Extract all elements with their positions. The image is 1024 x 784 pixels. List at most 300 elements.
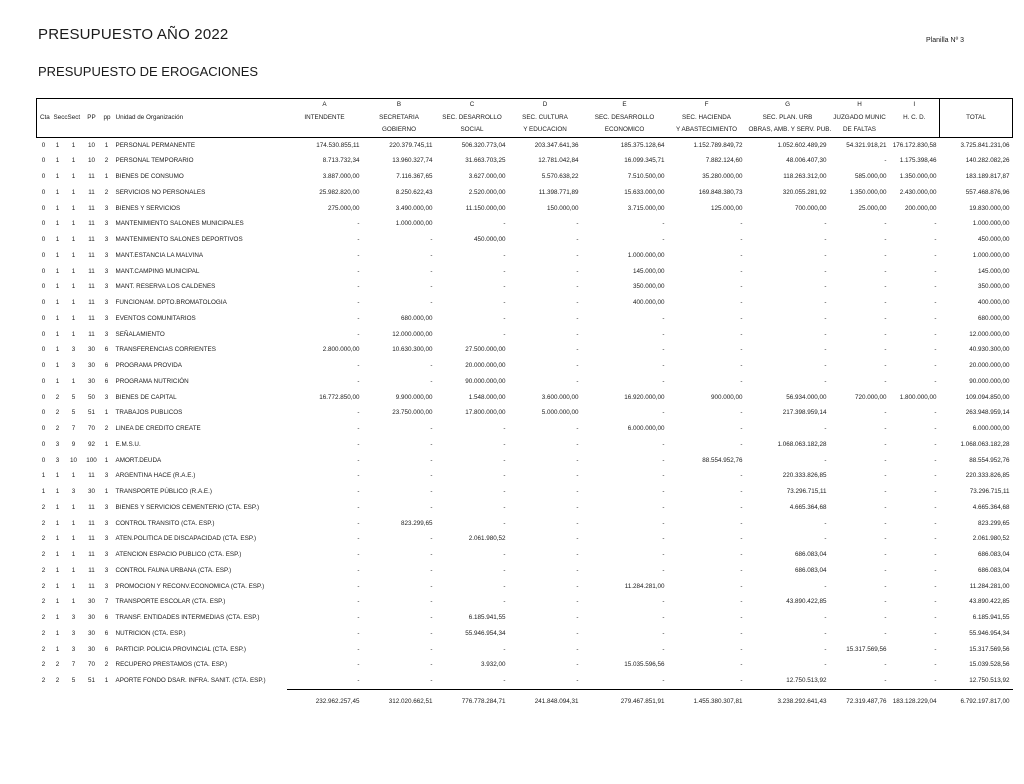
- row-code-secc: 1: [55, 188, 60, 196]
- row-org-unit: E.M.S.U.: [115, 440, 141, 448]
- row-code-cta: 2: [41, 629, 46, 637]
- row-value-cell: -: [884, 488, 887, 495]
- row-value-cell: -: [934, 251, 937, 259]
- row-code-pp-lower: 3: [104, 582, 109, 590]
- row-code-sect: 1: [71, 283, 76, 291]
- row-code-cta: 0: [41, 188, 46, 196]
- col-name-d: SEC. CULTURA: [522, 113, 568, 121]
- grand-total: 6.792.197.817,00: [940, 689, 1013, 709]
- row-value-cell: -: [357, 614, 360, 621]
- row-value-cell: -: [357, 377, 360, 385]
- row-value-cell: 185.375.128,64: [620, 141, 665, 149]
- row-code-pp-upper: 11: [88, 251, 95, 259]
- row-value-cell: -: [824, 251, 827, 259]
- column-total: 776.778.284,71: [436, 689, 509, 709]
- totals-spacer: [51, 689, 65, 709]
- row-value-cell: -: [357, 425, 360, 432]
- row-value-cell: -: [357, 440, 360, 448]
- row-value-cell: -: [884, 283, 887, 291]
- row-value-cell: -: [740, 346, 743, 354]
- row-value-cell: -: [662, 377, 665, 385]
- row-value-cell: -: [824, 661, 827, 669]
- table-row: [37, 358, 1013, 374]
- row-value-cell: -: [662, 472, 665, 480]
- row-code-secc: 1: [55, 598, 60, 606]
- budget-table: [36, 98, 1013, 710]
- row-value-cell: -: [576, 677, 579, 684]
- row-value-cell: -: [503, 425, 506, 432]
- row-code-pp-lower: 3: [104, 267, 109, 275]
- row-code-pp-upper: 30: [87, 645, 95, 653]
- row-total-cell: 263.948.959,14: [965, 409, 1010, 417]
- row-value-cell: -: [576, 456, 579, 464]
- row-org-unit: PERSONAL PERMANENTE: [115, 141, 196, 149]
- row-value-cell: 900.000,00: [711, 393, 743, 401]
- row-code-sect: 1: [71, 472, 76, 480]
- row-org-unit: RECUPERO PRESTAMOS (CTA. ESP.): [115, 661, 228, 669]
- row-value-cell: -: [884, 346, 887, 354]
- row-value-cell: -: [357, 566, 360, 574]
- row-total-cell: 73.296.715,11: [969, 488, 1010, 495]
- col-subname-b: GOBIERNO: [363, 124, 436, 137]
- row-code-sect: 10: [69, 456, 77, 464]
- row-code-pp-upper: 30: [87, 598, 95, 606]
- column-total: 183.128.229,04: [890, 689, 940, 709]
- col-subname-g: OBRAS, AMB. Y SERV. PUB.: [746, 124, 830, 137]
- row-value-cell: 10.630.300,00: [392, 346, 433, 354]
- row-code-cta: 0: [41, 299, 46, 306]
- row-code-sect: 1: [71, 157, 76, 165]
- row-org-unit: PERSONAL TEMPORARIO: [115, 157, 194, 165]
- row-org-unit: TRANSFERENCIAS CORRIENTES: [115, 346, 216, 354]
- row-value-cell: -: [357, 220, 360, 228]
- row-value-cell: -: [576, 440, 579, 448]
- row-value-cell: -: [662, 519, 665, 527]
- row-value-cell: -: [430, 566, 433, 574]
- row-value-cell: -: [662, 456, 665, 464]
- col-name-h: JUZGADO MUNIC: [833, 113, 886, 121]
- row-code-pp-upper: 11: [88, 566, 95, 574]
- row-value-cell: -: [884, 236, 887, 243]
- row-value-cell: -: [503, 299, 506, 306]
- row-value-cell: -: [430, 598, 433, 606]
- row-code-pp-upper: 11: [88, 188, 95, 196]
- header-row-names: [37, 112, 1013, 125]
- row-code-secc: 1: [55, 299, 60, 306]
- row-org-unit: TRANSPORTE ESCOLAR (CTA. ESP.): [115, 598, 226, 606]
- row-value-cell: -: [824, 236, 827, 243]
- row-total-cell: 90.000.000,00: [969, 377, 1010, 385]
- row-value-cell: 350.000,00: [633, 283, 665, 291]
- row-value-cell: -: [576, 488, 579, 495]
- row-value-cell: -: [576, 314, 579, 322]
- row-value-cell: 11.398.771,89: [538, 188, 579, 196]
- row-value-cell: 125.000,00: [711, 204, 743, 212]
- table-row: [37, 484, 1013, 500]
- table-row: [37, 216, 1013, 232]
- row-value-cell: -: [662, 598, 665, 606]
- row-value-cell: -: [934, 267, 937, 275]
- row-code-pp-upper: 11: [88, 236, 95, 243]
- row-value-cell: -: [576, 535, 579, 543]
- col-letter-a: A: [287, 99, 363, 112]
- row-value-cell: 118.263.312,00: [783, 173, 827, 180]
- row-value-cell: -: [884, 456, 887, 464]
- row-value-cell: 823.299,65: [401, 519, 433, 527]
- row-value-cell: -: [576, 629, 579, 637]
- row-code-secc: 1: [55, 251, 60, 259]
- row-code-cta: 0: [41, 267, 46, 275]
- table-row: [37, 626, 1013, 642]
- row-value-cell: -: [740, 566, 743, 574]
- row-code-secc: 3: [55, 456, 60, 464]
- header-pp-lower: pp: [103, 113, 111, 121]
- row-code-pp-upper: 11: [88, 173, 95, 180]
- row-value-cell: 320.055.281,92: [782, 188, 827, 196]
- row-value-cell: -: [576, 362, 579, 369]
- row-value-cell: 3.715.000,00: [627, 204, 665, 212]
- table-row: [37, 137, 1013, 153]
- row-value-cell: -: [662, 629, 665, 637]
- row-value-cell: -: [740, 236, 743, 243]
- row-code-pp-upper: 11: [88, 582, 95, 590]
- row-value-cell: -: [934, 236, 937, 243]
- row-total-cell: 140.282.082,26: [965, 157, 1010, 165]
- row-code-pp-lower: 3: [104, 472, 109, 480]
- row-value-cell: 506.320.773,04: [461, 141, 506, 149]
- row-value-cell: -: [884, 566, 887, 574]
- row-code-sect: 1: [71, 220, 76, 228]
- totals-spacer: [101, 689, 113, 709]
- table-row: [37, 405, 1013, 421]
- row-org-unit: CONTROL FAUNA URBANA (CTA. ESP.): [115, 566, 232, 574]
- row-code-pp-upper: 11: [88, 472, 95, 480]
- row-value-cell: -: [662, 346, 665, 354]
- col-subname-h: DE FALTAS: [830, 124, 890, 137]
- row-code-secc: 1: [55, 535, 60, 543]
- row-value-cell: -: [430, 629, 433, 637]
- row-value-cell: 700.000,00: [795, 204, 827, 212]
- row-value-cell: -: [662, 645, 665, 653]
- row-code-cta: 0: [41, 377, 46, 385]
- row-total-cell: 686.083,04: [978, 551, 1010, 558]
- header-pp-upper: PP: [87, 113, 96, 121]
- row-value-cell: -: [576, 330, 579, 338]
- row-value-cell: -: [884, 472, 887, 480]
- row-value-cell: -: [934, 362, 937, 369]
- row-value-cell: -: [576, 503, 579, 511]
- row-value-cell: 3.490.000,00: [395, 204, 433, 212]
- row-value-cell: -: [357, 551, 360, 558]
- row-value-cell: 1.548.000,00: [468, 393, 506, 401]
- row-value-cell: 56.934.000,00: [786, 393, 827, 401]
- row-value-cell: -: [662, 220, 665, 228]
- row-code-pp-upper: 30: [87, 362, 95, 369]
- column-total: 1.455.380.307,81: [668, 689, 746, 709]
- row-code-secc: 1: [55, 582, 60, 590]
- col-name-g: SEC. PLAN. URB: [762, 113, 813, 121]
- row-code-pp-lower: 3: [104, 299, 109, 306]
- row-value-cell: -: [740, 582, 743, 590]
- row-value-cell: -: [934, 472, 937, 480]
- row-value-cell: -: [503, 456, 506, 464]
- table-row: [37, 279, 1013, 295]
- row-value-cell: 12.750.513,92: [786, 677, 827, 684]
- row-value-cell: 23.750.000,00: [392, 409, 433, 417]
- row-value-cell: -: [430, 377, 433, 385]
- row-value-cell: -: [503, 251, 506, 259]
- row-value-cell: -: [740, 598, 743, 606]
- row-value-cell: -: [430, 645, 433, 653]
- row-value-cell: -: [576, 283, 579, 291]
- row-value-cell: -: [430, 503, 433, 511]
- row-code-pp-upper: 11: [88, 267, 95, 275]
- row-value-cell: -: [503, 488, 506, 495]
- row-value-cell: -: [662, 488, 665, 495]
- col-letter-h: H: [830, 99, 890, 112]
- row-code-secc: 2: [55, 661, 60, 669]
- table-row: [37, 547, 1013, 563]
- row-value-cell: -: [884, 299, 887, 306]
- row-code-sect: 3: [71, 362, 76, 369]
- row-code-pp-lower: 3: [104, 220, 109, 228]
- row-code-cta: 2: [41, 677, 46, 685]
- row-value-cell: -: [934, 629, 937, 637]
- row-org-unit: PARTICIP. POLICIA PROVINCIAL (CTA. ESP.): [115, 645, 246, 653]
- row-value-cell: -: [357, 582, 360, 590]
- row-total-cell: 557.468.876,96: [965, 188, 1010, 196]
- row-value-cell: 200.000,00: [905, 204, 937, 212]
- row-org-unit: SERVICIOS NO PERSONALES: [115, 188, 206, 196]
- row-code-cta: 0: [41, 220, 46, 228]
- row-value-cell: -: [430, 456, 433, 464]
- row-org-unit: PROGRAMA NUTRICIÓN: [115, 377, 189, 385]
- col-name-total: TOTAL: [940, 112, 1013, 125]
- row-code-pp-upper: 11: [88, 283, 95, 291]
- row-code-sect: 1: [71, 251, 76, 259]
- row-value-cell: -: [662, 440, 665, 448]
- row-value-cell: -: [824, 346, 827, 354]
- row-value-cell: -: [576, 251, 579, 259]
- row-code-pp-upper: 10: [87, 141, 95, 149]
- header-sect: Sect: [67, 113, 81, 121]
- row-code-secc: 1: [55, 236, 60, 243]
- row-value-cell: -: [884, 535, 887, 543]
- row-total-cell: 400.000,00: [978, 299, 1010, 306]
- row-code-cta: 0: [41, 283, 46, 291]
- row-value-cell: -: [357, 488, 360, 495]
- row-value-cell: -: [430, 551, 433, 558]
- row-value-cell: -: [884, 251, 887, 259]
- col-subname-i: [890, 124, 940, 137]
- row-value-cell: -: [357, 472, 360, 480]
- row-value-cell: -: [740, 220, 743, 228]
- row-value-cell: 176.172.830,58: [892, 141, 937, 149]
- row-value-cell: -: [934, 582, 937, 590]
- row-value-cell: -: [576, 566, 579, 574]
- row-value-cell: 15.035.596,56: [624, 661, 665, 669]
- table-row: [37, 185, 1013, 201]
- row-code-cta: 0: [41, 346, 46, 354]
- row-code-pp-upper: 70: [87, 425, 95, 432]
- table-row: [37, 531, 1013, 547]
- row-value-cell: -: [662, 566, 665, 574]
- row-value-cell: -: [884, 598, 887, 606]
- totals-spacer: [65, 689, 83, 709]
- row-code-secc: 1: [55, 551, 60, 558]
- row-value-cell: -: [576, 614, 579, 621]
- row-value-cell: -: [824, 299, 827, 306]
- row-code-sect: 1: [71, 236, 76, 243]
- row-code-pp-upper: 51: [87, 677, 95, 685]
- row-code-sect: 1: [71, 582, 76, 590]
- row-code-cta: 0: [41, 173, 46, 180]
- row-value-cell: -: [662, 362, 665, 369]
- table-row: [37, 295, 1013, 311]
- table-row: [37, 500, 1013, 516]
- row-code-secc: 3: [55, 440, 60, 448]
- table-row: [37, 311, 1013, 327]
- row-code-pp-upper: 51: [87, 409, 95, 417]
- row-code-sect: 1: [71, 503, 76, 511]
- row-code-pp-upper: 50: [87, 393, 95, 401]
- row-code-cta: 2: [41, 661, 46, 669]
- row-value-cell: -: [934, 677, 937, 684]
- table-row: [37, 657, 1013, 673]
- row-value-cell: -: [503, 566, 506, 574]
- row-code-pp-upper: 10: [87, 157, 95, 165]
- row-value-cell: -: [503, 283, 506, 291]
- row-code-sect: 3: [71, 629, 76, 637]
- row-code-cta: 0: [41, 251, 46, 259]
- col-name-b: SECRETARIA: [379, 113, 419, 121]
- row-code-secc: 2: [55, 409, 60, 417]
- row-value-cell: -: [740, 409, 743, 417]
- row-value-cell: 1.000.000,00: [395, 220, 433, 228]
- row-value-cell: 585.000,00: [855, 173, 887, 180]
- table-row: [37, 169, 1013, 185]
- row-total-cell: 43.890.422,85: [969, 598, 1010, 606]
- row-code-cta: 2: [41, 519, 46, 527]
- row-value-cell: -: [503, 440, 506, 448]
- row-value-cell: 217.398.959,14: [782, 409, 827, 417]
- row-value-cell: 203.347.641,36: [534, 141, 579, 149]
- row-value-cell: -: [503, 598, 506, 606]
- row-value-cell: -: [576, 661, 579, 669]
- row-value-cell: 680.000,00: [401, 314, 433, 322]
- row-value-cell: -: [430, 299, 433, 306]
- table-row: [37, 453, 1013, 469]
- row-value-cell: 55.946.954,34: [465, 629, 506, 637]
- table-row: [37, 594, 1013, 610]
- row-value-cell: -: [824, 535, 827, 543]
- row-value-cell: -: [430, 251, 433, 259]
- row-value-cell: 3.887.000,00: [322, 173, 360, 180]
- row-code-sect: 1: [71, 173, 76, 180]
- row-value-cell: 90.000.000,00: [465, 377, 506, 385]
- column-total: 72.319.487,76: [830, 689, 890, 709]
- table-row: [37, 264, 1013, 280]
- row-value-cell: -: [357, 251, 360, 259]
- row-org-unit: TRABAJOS PUBLICOS: [115, 409, 183, 417]
- page-subtitle: PRESUPUESTO DE EROGACIONES: [38, 64, 259, 79]
- row-value-cell: -: [503, 267, 506, 275]
- row-value-cell: 1.152.789.849,72: [693, 141, 743, 149]
- row-value-cell: -: [357, 645, 360, 653]
- row-code-sect: 5: [71, 677, 76, 685]
- row-value-cell: 16.772.850,00: [319, 393, 360, 401]
- col-name-i: H. C. D.: [903, 113, 926, 121]
- row-value-cell: 686.083,04: [795, 551, 827, 558]
- row-code-sect: 7: [71, 661, 76, 669]
- row-code-cta: 2: [41, 566, 46, 574]
- row-value-cell: -: [824, 362, 827, 369]
- row-total-cell: 823.299,65: [978, 519, 1010, 527]
- row-value-cell: -: [576, 519, 579, 527]
- row-value-cell: -: [740, 267, 743, 275]
- row-code-cta: 0: [41, 425, 46, 432]
- row-value-cell: -: [740, 645, 743, 653]
- row-value-cell: -: [576, 267, 579, 275]
- row-value-cell: -: [934, 377, 937, 385]
- row-code-cta: 0: [41, 409, 46, 417]
- row-code-pp-lower: 3: [104, 393, 109, 401]
- row-value-cell: -: [430, 472, 433, 480]
- row-value-cell: -: [824, 267, 827, 275]
- header-org-unit: Unidad de Organización: [115, 113, 184, 121]
- row-value-cell: -: [740, 551, 743, 558]
- row-value-cell: 150.000,00: [547, 204, 579, 212]
- row-code-pp-lower: 3: [104, 330, 109, 338]
- col-letter-i: I: [890, 99, 940, 112]
- row-code-secc: 1: [55, 267, 60, 275]
- row-value-cell: -: [430, 267, 433, 275]
- row-total-cell: 20.000.000,00: [969, 362, 1010, 369]
- header-cta: Cta: [37, 112, 51, 125]
- row-total-cell: 6.000.000,00: [972, 425, 1010, 432]
- table-row: [37, 374, 1013, 390]
- row-code-secc: 1: [55, 377, 60, 385]
- row-code-pp-lower: 2: [104, 661, 109, 669]
- row-total-cell: 4.665.364,68: [972, 503, 1010, 511]
- row-value-cell: 17.800.000,00: [465, 409, 506, 417]
- row-code-cta: 0: [41, 204, 46, 212]
- row-total-cell: 680.000,00: [978, 314, 1010, 322]
- row-code-cta: 2: [41, 503, 46, 511]
- row-value-cell: -: [740, 299, 743, 306]
- row-total-cell: 1.000.000,00: [972, 220, 1010, 228]
- row-code-secc: 1: [55, 629, 60, 637]
- row-code-cta: 0: [41, 456, 46, 464]
- row-value-cell: -: [824, 425, 827, 432]
- row-org-unit: AMORT.DEUDA: [115, 456, 162, 464]
- col-name-e: SEC. DESARROLLO: [594, 113, 655, 121]
- row-value-cell: -: [430, 425, 433, 432]
- table-row: [37, 437, 1013, 453]
- col-subname-c: SOCIAL: [436, 124, 509, 137]
- row-code-pp-lower: 2: [104, 157, 109, 165]
- row-value-cell: 7.116.367,65: [396, 173, 433, 180]
- row-value-cell: -: [576, 598, 579, 606]
- row-code-pp-lower: 6: [104, 614, 109, 621]
- row-code-secc: 1: [55, 503, 60, 511]
- row-value-cell: -: [884, 409, 887, 417]
- totals-row: [37, 689, 1013, 709]
- row-code-cta: 0: [41, 393, 46, 401]
- row-value-cell: 2.520.000,00: [468, 188, 506, 196]
- col-subname-d: Y EDUCACION: [509, 124, 582, 137]
- table-row: [37, 516, 1013, 532]
